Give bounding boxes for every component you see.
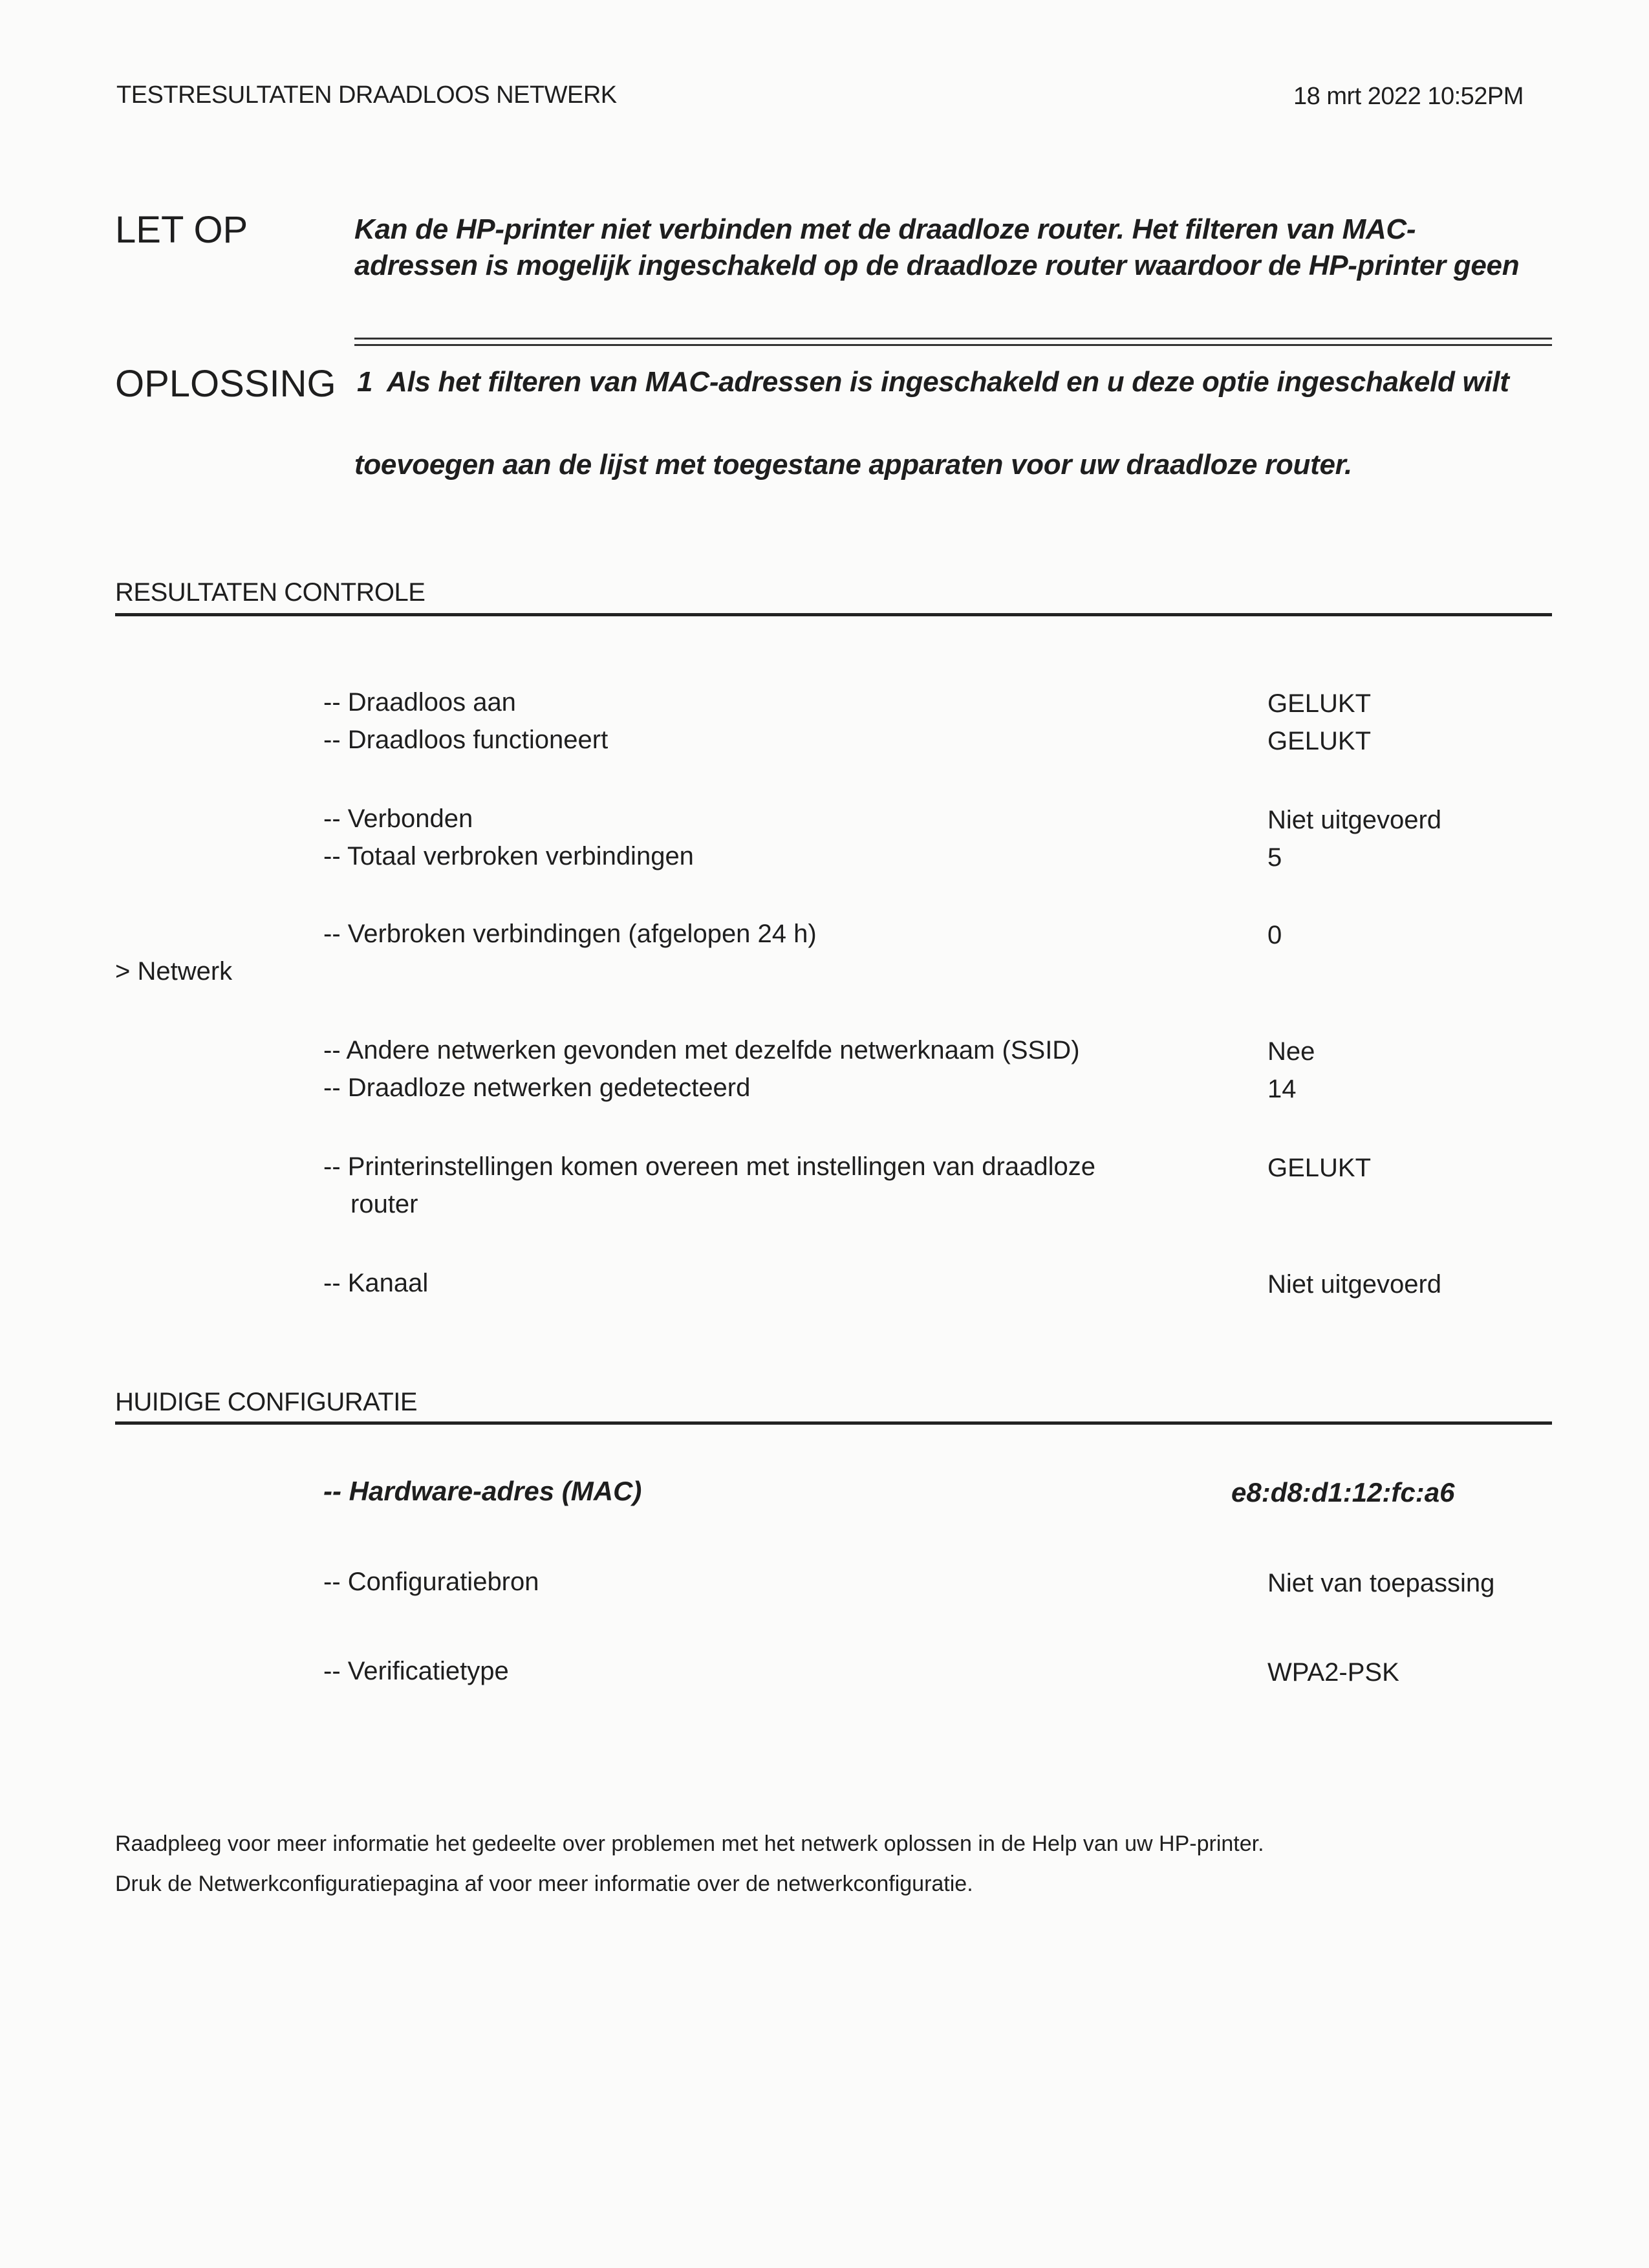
- result-value-wireless-functioning: GELUKT: [1267, 727, 1372, 755]
- solution-line-2: toevoegen aan de lijst met toegestane apparaten voor uw draadloze router.: [354, 449, 1352, 481]
- solution-number: 1: [357, 366, 373, 398]
- result-value-wireless-on: GELUKT: [1267, 689, 1372, 718]
- config-value-source: Niet van toepassing: [1267, 1569, 1495, 1597]
- result-value-total-disconnects: 5: [1267, 843, 1282, 872]
- result-label-channel: -- Kanaal: [323, 1269, 429, 1297]
- config-label-mac: -- Hardware-adres (MAC): [323, 1476, 642, 1506]
- network-group-label: > Netwerk: [115, 957, 233, 986]
- config-section-rule: [115, 1421, 1552, 1425]
- notice-line-1: Kan de HP-printer niet verbinden met de draadloze router. Het filteren van MAC-: [354, 213, 1416, 245]
- result-label-same-ssid: -- Andere netwerken gevonden met dezelfde netwerknaam (SSID): [323, 1036, 1080, 1064]
- report-title: TESTRESULTATEN DRAADLOOS NETWERK: [116, 81, 617, 109]
- config-value-mac: e8:d8:d1:12:fc:a6: [1231, 1477, 1455, 1507]
- footer-config-note: Druk de Netwerkconfiguratiepagina af voor meer informatie over de netwerkconfiguratie.: [115, 1872, 973, 1896]
- divider-bottom: [354, 344, 1552, 346]
- result-value-channel: Niet uitgevoerd: [1267, 1270, 1442, 1299]
- result-label-settings-match-cont: router: [350, 1190, 418, 1218]
- result-value-connected: Niet uitgevoerd: [1267, 806, 1442, 834]
- config-label-auth-type: -- Verificatietype: [323, 1657, 509, 1685]
- results-section-title: RESULTATEN CONTROLE: [115, 578, 426, 607]
- config-label-source: -- Configuratiebron: [323, 1568, 539, 1596]
- result-label-disconnects-24h: -- Verbroken verbindingen (afgelopen 24 h): [323, 920, 817, 948]
- result-label-networks-detected: -- Draadloze netwerken gedetecteerd: [323, 1074, 751, 1102]
- result-value-same-ssid: Nee: [1267, 1037, 1315, 1066]
- footer-help-note: Raadpleeg voor meer informatie het gedeelte over problemen met het netwerk oplossen in de Help van uw HP-printer.: [115, 1831, 1264, 1856]
- solution-line-1: Als het filteren van MAC-adressen is ingeschakeld en u deze optie ingeschakeld wilt: [387, 366, 1509, 398]
- result-value-networks-detected: 14: [1267, 1075, 1297, 1103]
- report-datetime: 18 mrt 2022 10:52PM: [1293, 83, 1524, 110]
- result-label-total-disconnects: -- Totaal verbroken verbindingen: [323, 842, 694, 870]
- result-label-wireless-functioning: -- Draadloos functioneert: [323, 726, 609, 754]
- result-value-disconnects-24h: 0: [1267, 921, 1282, 949]
- result-label-settings-match: -- Printerinstellingen komen overeen met instellingen van draadloze: [323, 1152, 1095, 1181]
- notice-label: LET OP: [115, 209, 248, 251]
- notice-line-2: adressen is mogelijk ingeschakeld op de draadloze router waardoor de HP-printer geen: [354, 250, 1520, 281]
- config-section-title: HUIDIGE CONFIGURATIE: [115, 1388, 418, 1416]
- result-label-connected: -- Verbonden: [323, 805, 473, 833]
- result-value-settings-match: GELUKT: [1267, 1154, 1372, 1182]
- solution-label: OPLOSSING: [115, 363, 336, 405]
- results-section-rule: [115, 613, 1552, 616]
- config-value-auth-type: WPA2-PSK: [1267, 1658, 1399, 1687]
- divider-top: [354, 338, 1552, 340]
- result-label-wireless-on: -- Draadloos aan: [323, 688, 516, 717]
